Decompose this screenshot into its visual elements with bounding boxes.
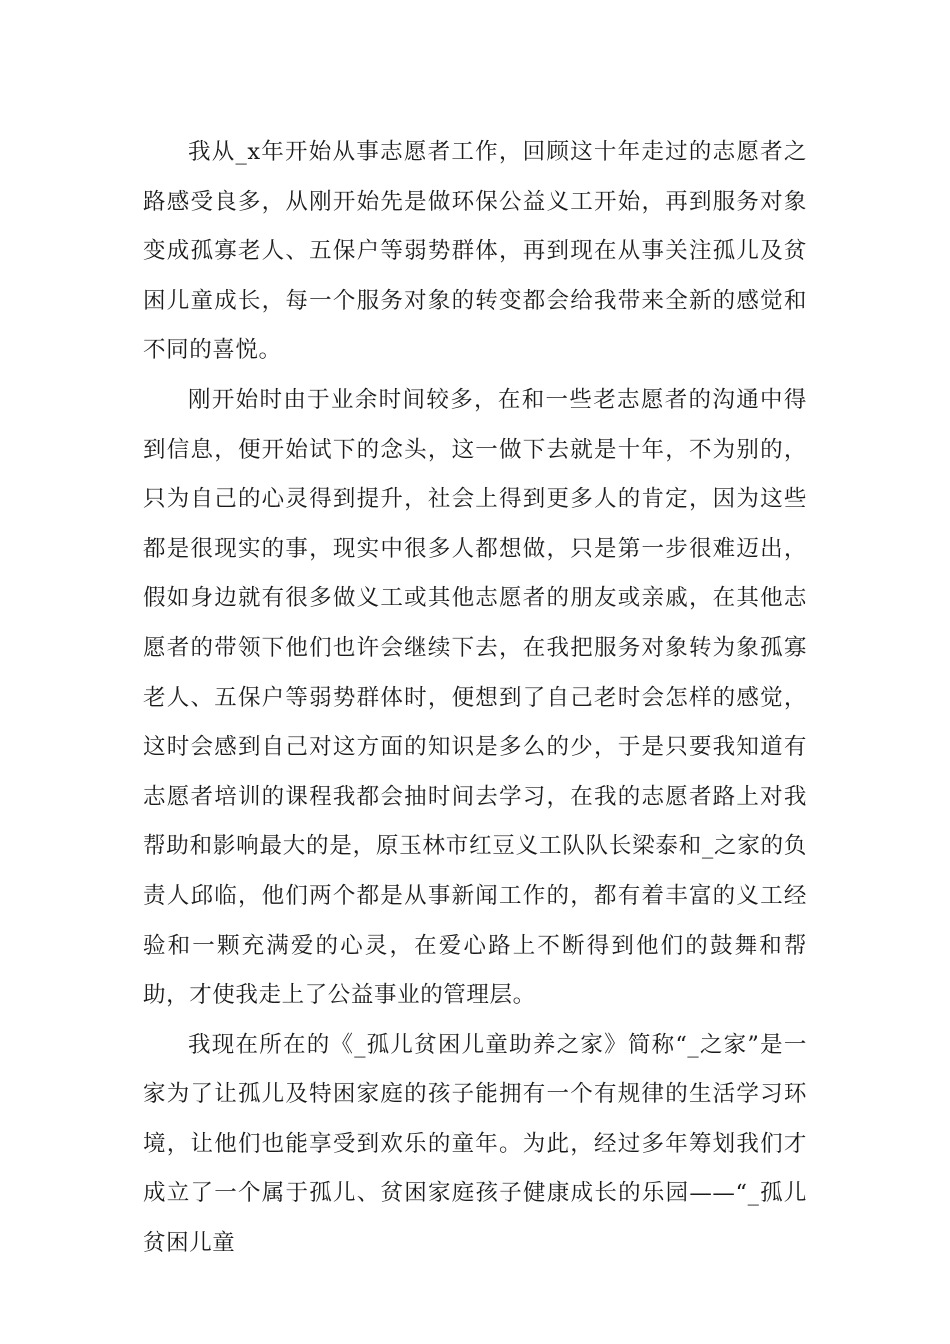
paragraph-2: 刚开始时由于业余时间较多，在和一些老志愿者的沟通中得到信息，便开始试下的念头，这一做下去就是十年，不为别的，只为自己的心灵得到提升，社会上得到更多人的肯定，因为这些都是很现实的事，现实中很多人都想做，只是第一步很难迈出，假如身边就有很多做义工或其他志愿者的朋友或亲戚，在其他志愿者的带领下他们也许会继续下去，在我把服务对象转为象孤寡老人、五保户等弱势群体时，便想到了自己老时会怎样的感觉，这时会感到自己对这方面的知识是多么的少，于是只要我知道有志愿者培训的课程我都会抽时间去学习，在我的志愿者路上对我帮助和影响最大的是，原玉林市红豆义工队队长梁泰和_之家的负责人邱临，他们两个都是从事新闻工作的，都有着丰富的义工经验和一颗充满爱的心灵，在爱心路上不断得到他们的鼓舞和帮助，才使我走上了公益事业的管理层。 xyxy=(143,386,807,1009)
document-body xyxy=(143,128,807,1269)
paragraph-3: 我现在所在的《_孤儿贫困儿童助养之家》简称“_之家”是一家为了让孤儿及特困家庭的孩子能拥有一个有规律的生活学习环境，让他们也能享受到欢乐的童年。为此，经过多年筹划我们才成立了一个属于孤儿、贫困家庭孩子健康成长的乐园——“_孤儿贫困儿童 xyxy=(143,1031,807,1257)
paragraph-1: 我从_x年开始从事志愿者工作，回顾这十年走过的志愿者之路感受良多，从刚开始先是做环保公益义工开始，再到服务对象变成孤寡老人、五保户等弱势群体，再到现在从事关注孤儿及贫困儿童成长，每一个服务对象的转变都会给我带来全新的感觉和不同的喜悦。 xyxy=(143,139,807,364)
